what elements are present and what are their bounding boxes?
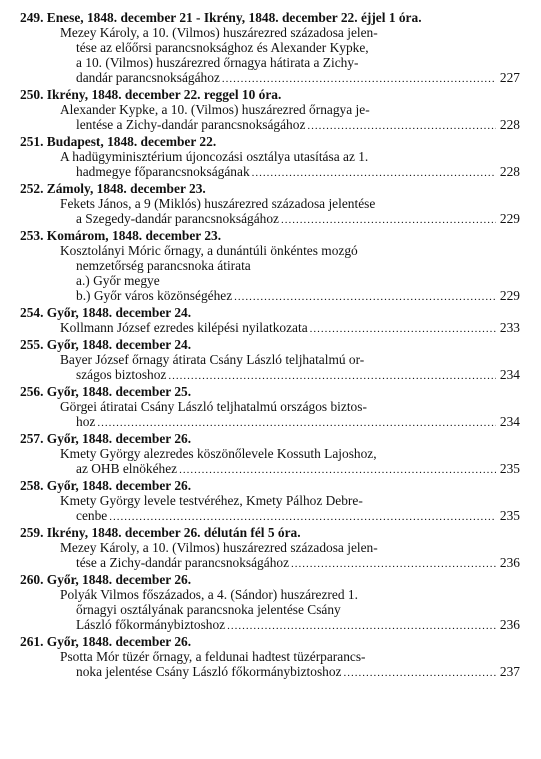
page-number: 229 [499, 211, 520, 226]
entry-last-line [20, 288, 520, 305]
dot-leader [109, 510, 496, 525]
entry-description-end: hadmegye főparancsnokságának [76, 164, 250, 179]
dot-leader [281, 213, 496, 228]
entry-number: 252. [20, 181, 44, 196]
entry-description: Kmety György alezredes köszönőlevele Kossuth Lajoshoz, [60, 446, 377, 461]
entry-description-end: László főkormánybiztoshoz [76, 617, 226, 632]
entry-place-date: Komárom, 1848. december 23. [46, 228, 222, 243]
entry-description: Psotta Mór tüzér őrnagy, a feldunai hadtest tüzérparancs- [60, 649, 366, 664]
entry-last-line [20, 211, 520, 228]
toc-entry [20, 572, 520, 634]
toc-entry [20, 478, 520, 525]
entry-last-line [20, 461, 520, 478]
dot-leader [222, 72, 496, 87]
entry-last-line [20, 617, 520, 634]
page-number: 235 [499, 508, 520, 523]
entry-place-date: Budapest, 1848. december 22. [46, 134, 217, 149]
entry-last-line [20, 508, 520, 525]
entry-description: Mezey Károly, a 10. (Vilmos) huszárezred századosa jelen- [60, 25, 378, 40]
toc-entry [20, 305, 520, 337]
entry-last-line [20, 164, 520, 181]
page-number: 234 [499, 414, 520, 429]
entry-heading [20, 431, 520, 446]
entry-heading [20, 572, 520, 587]
entry-description: Bayer József őrnagy átirata Csány László teljhatalmú or- [60, 352, 365, 367]
page-number: 237 [499, 664, 520, 679]
entry-description: Alexander Kypke, a 10. (Vilmos) huszárezred őrnagya je- [60, 102, 370, 117]
entry-description-end: az OHB elnökéhez [76, 461, 178, 476]
entry-place-date: Győr, 1848. december 24. [46, 337, 192, 352]
entry-number: 254. [20, 305, 44, 320]
entry-place-date: Győr, 1848. december 24. [46, 305, 192, 320]
page-number: 228 [499, 117, 520, 132]
dot-leader [252, 166, 496, 181]
page-number: 233 [499, 320, 520, 335]
entry-description: Görgei átiratai Csány László teljhatalmú országos biztos- [60, 399, 367, 414]
entry-description-continued: a.) Győr megye [76, 273, 160, 288]
entry-heading [20, 525, 520, 540]
dot-leader [168, 369, 496, 384]
entry-heading [20, 10, 520, 25]
entry-heading [20, 384, 520, 399]
entry-place-date: Győr, 1848. december 26. [46, 478, 192, 493]
entry-heading [20, 478, 520, 493]
entry-description: Polyák Vilmos főszázados, a 4. (Sándor) huszárezred 1. [60, 587, 358, 602]
entry-number: 257. [20, 431, 44, 446]
entry-description: Mezey Károly, a 10. (Vilmos) huszárezred századosa jelen- [60, 540, 378, 555]
entry-description-end: Kollmann József ezredes kilépési nyilatkozata [60, 320, 308, 335]
entry-heading [20, 134, 520, 149]
dot-leader [97, 416, 496, 431]
entry-description-end: hoz [76, 414, 96, 429]
entry-heading [20, 87, 520, 102]
dot-leader [234, 290, 496, 305]
toc-entry [20, 134, 520, 181]
entry-description-end: a Szegedy-dandár parancsnokságához [76, 211, 279, 226]
toc-entry [20, 525, 520, 572]
entry-last-line [20, 414, 520, 431]
entry-description-end: tése a Zichy-dandár parancsnokságához [76, 555, 290, 570]
entry-heading [20, 305, 520, 320]
entry-heading [20, 181, 520, 196]
table-of-contents [20, 10, 520, 681]
dot-leader [291, 557, 496, 572]
toc-entry [20, 384, 520, 431]
entry-description-continued: tése az előőrsi parancsnoksághoz és Alexander Kypke, [76, 40, 369, 55]
entry-last-line [20, 70, 520, 87]
page-number: 234 [499, 367, 520, 382]
entry-place-date: Győr, 1848. december 26. [46, 431, 192, 446]
page-number: 227 [499, 70, 520, 85]
entry-number: 255. [20, 337, 44, 352]
entry-description-end: szágos biztoshoz [76, 367, 167, 382]
entry-description-end: lentése a Zichy-dandár parancsnokságához [76, 117, 306, 132]
entry-description-end: b.) Győr város közönségéhez [76, 288, 233, 303]
entry-description: Kosztolányi Móric őrnagy, a dunántúli önkéntes mozgó [60, 243, 358, 258]
entry-description-continued: nemzetőrség parancsnoka átirata [76, 258, 251, 273]
toc-entry [20, 10, 520, 87]
entry-number: 256. [20, 384, 44, 399]
dot-leader [179, 463, 496, 478]
entry-heading [20, 634, 520, 649]
entry-number: 250. [20, 87, 44, 102]
toc-entry [20, 228, 520, 305]
entry-place-date: Ikrény, 1848. december 26. délután fél 5 óra. [46, 525, 301, 540]
toc-entry [20, 87, 520, 134]
entry-place-date: Enese, 1848. december 21 - Ikrény, 1848. december 22. éjjel 1 óra. [46, 10, 422, 25]
dot-leader [227, 619, 496, 634]
entry-place-date: Győr, 1848. december 25. [46, 384, 192, 399]
entry-description: A hadügyminisztérium újoncozási osztálya utasítása az 1. [60, 149, 369, 164]
toc-entry [20, 431, 520, 478]
entry-place-date: Győr, 1848. december 26. [46, 634, 192, 649]
entry-last-line [20, 664, 520, 681]
toc-entry [20, 181, 520, 228]
entry-last-line [20, 117, 520, 134]
toc-entry [20, 634, 520, 681]
entry-description-continued: őrnagyi osztályának parancsnoka jelentése Csány [76, 602, 341, 617]
entry-number: 261. [20, 634, 44, 649]
entry-last-line [20, 320, 520, 337]
entry-heading [20, 228, 520, 243]
entry-description: Fekets János, a 9 (Miklós) huszárezred századosa jelentése [60, 196, 376, 211]
entry-description-end: dandár parancsnokságához [76, 70, 220, 85]
entry-last-line [20, 367, 520, 384]
dot-leader [310, 322, 496, 337]
entry-description-continued: a 10. (Vilmos) huszárezred őrnagya hátirata a Zichy- [76, 55, 359, 70]
entry-last-line [20, 555, 520, 572]
page-number: 236 [499, 617, 520, 632]
entry-number: 260. [20, 572, 44, 587]
entry-description-end: cenbe [76, 508, 108, 523]
entry-description: Kmety György levele testvéréhez, Kmety Pálhoz Debre- [60, 493, 363, 508]
page-number: 236 [499, 555, 520, 570]
entry-number: 251. [20, 134, 44, 149]
entry-description-end: noka jelentése Csány László főkormánybiztoshoz [76, 664, 342, 679]
toc-entry [20, 337, 520, 384]
page-number: 228 [499, 164, 520, 179]
page-number: 229 [499, 288, 520, 303]
entry-place-date: Zámoly, 1848. december 23. [46, 181, 206, 196]
entry-place-date: Ikrény, 1848. december 22. reggel 10 óra. [46, 87, 282, 102]
dot-leader [344, 666, 496, 681]
entry-number: 253. [20, 228, 44, 243]
entry-heading [20, 337, 520, 352]
entry-number: 259. [20, 525, 44, 540]
entry-number: 249. [20, 10, 44, 25]
page-number: 235 [499, 461, 520, 476]
dot-leader [307, 119, 496, 134]
entry-place-date: Győr, 1848. december 26. [46, 572, 192, 587]
entry-number: 258. [20, 478, 44, 493]
